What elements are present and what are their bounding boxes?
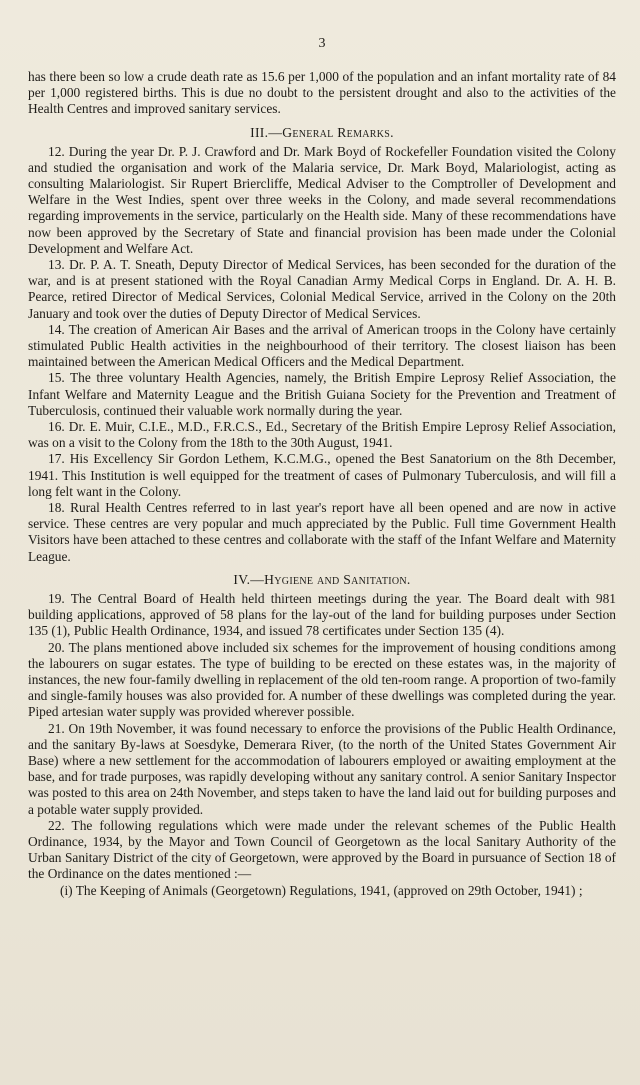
paragraph-22: 22. The following regulations which were made under the relevant schemes of the Public Health Ordinance, 1934, by the Mayor and Town Council of Georgetown as the local Sanitary Authority of the Urban Sanitary District of the city of Georgetown, were approved by the Board in pursuance of Section 18 of the Ordinance on the dates mentioned :— xyxy=(28,817,616,882)
paragraph-20: 20. The plans mentioned above included six schemes for the improvement of housing conditions among the labourers on sugar estates. The type of building to be erected on these estates was, in the majority of instances, the new four-family dwelling in replacement of the old ten-room range. A proportion of two-family and single-family houses was also provided for. A number of these dwellings was completed during the year. Piped artesian water supply was provided wherever possible. xyxy=(28,639,616,720)
list-item: (i) The Keeping of Animals (Georgetown) Regulations, 1941, (approved on 29th October, 1941) ; xyxy=(60,882,583,898)
paragraph-16: 16. Dr. E. Muir, C.I.E., M.D., F.R.C.S., Ed., Secretary of the British Empire Leprosy Relief Association, was on a visit to the Colony from the 18th to the 30th August, 1941. xyxy=(28,419,616,451)
paragraph-15: 15. The three voluntary Health Agencies, namely, the British Empire Leprosy Relief Association, the Infant Welfare and Maternity League and the British Guiana Society for the Prevention and Treatment of Tuberculosis, continued their valuable work normally during the year. xyxy=(28,370,616,418)
regulations-list xyxy=(28,883,616,899)
paragraph-21: 21. On 19th November, it was found necessary to enforce the provisions of the Public Health Ordinance, and the sanitary By-laws at Soesdyke, Demerara River, (to the north of the United States Government Air Base) where a new settlement for the accommodation of labourers employed or awaiting employment at the base, and for trade purposes, was rapidly developing without any sanitary control. A senior Sanitary Inspector was posted to this area on 24th November, and steps taken to have the land laid out for building purposes and a potable water supply provided. xyxy=(28,720,616,817)
paragraph-12: 12. During the year Dr. P. J. Crawford and Dr. Mark Boyd of Rockefeller Foundation visited the Colony and studied the organisation and work of the Malaria service, Dr. Mark Boyd, Malariologist, acting as consulting Malariologist. Sir Rupert Briercliffe, Medical Adviser to the Comptroller of Development and Welfare in the West Indies, spent over three weeks in the Colony, and made several recommendations regarding improvements in the service, particularly on the Health side. Many of these recommendations have now been approved by the Secretary of State and financial provision has been made under the Colonial Development and Welfare Act. xyxy=(28,143,616,256)
paragraph-19: 19. The Central Board of Health held thirteen meetings during the year. The Board dealt with 981 building applications, approved of 58 plans for the lay-out of the land for building purposes under Section 135 (1), Public Health Ordinance, 1934, and issued 78 certificates under Section 135 (4). xyxy=(28,590,616,639)
section-numeral: IV.— xyxy=(233,571,265,587)
intro-paragraph: has there been so low a crude death rate as 15.6 per 1,000 of the population and an infant mortality rate of 84 per 1,000 registered births. This is due no doubt to the persistent drought and also to the activities of the Health Centres and improved sanitary services. xyxy=(28,69,616,117)
paragraph-13: 13. Dr. P. A. T. Sneath, Deputy Director of Medical Services, has been seconded for the duration of the war, and is at present stationed with the Royal Canadian Army Medical Corps in England. Dr. A. H. B. Pearce, retired Director of Medical Services, Colonial Medical Service, arrived in the Colony on the 20th January and took over the duties of Deputy Director of Medical Services. xyxy=(28,257,616,321)
section-heading-general-remarks xyxy=(28,124,616,141)
section-title: Hygiene and Sanitation. xyxy=(264,571,411,587)
section-title: General Remarks. xyxy=(282,124,394,140)
page-number: 3 xyxy=(318,36,326,51)
section-numeral: III.— xyxy=(250,124,283,140)
section-heading-hygiene-sanitation xyxy=(28,571,616,588)
paragraph-17: 17. His Excellency Sir Gordon Lethem, K.C.M.G., opened the Best Sanatorium on the 8th December, 1941. This Institution is well equipped for the treatment of cases of Pulmonary Tuberculosis, and will fill a long felt want in the Colony. xyxy=(28,451,616,499)
paragraph-14: 14. The creation of American Air Bases and the arrival of American troops in the Colony have certainly stimulated Public Health activities in the neighbourhood of their territory. The closest liaison has been maintained between the American Medical Officers and the Medical Department. xyxy=(28,321,616,370)
paragraph-18: 18. Rural Health Centres referred to in last year's report have all been opened and are now in active service. These centres are very popular and much appreciated by the Public. Full time Government Health Visitors have been attached to these centres and collaborate with the staff of the Infant Welfare and Maternity League. xyxy=(28,500,616,564)
